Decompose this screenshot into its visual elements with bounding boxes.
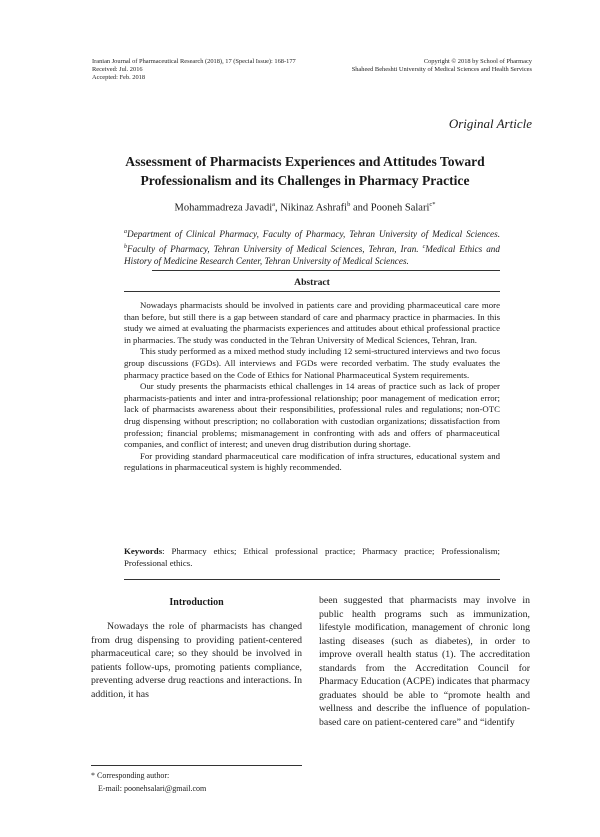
article-type: Original Article [448, 116, 532, 131]
abstract-paragraph: Our study presents the pharmacists ethical challenges in 14 areas of practice such as lack of proper pharmacists-patients and inter and intra-professional relationship; poor management of medication error; lack of pharmacists awareness about their responsibilities, professional rules and regulations; non-OTC drug dispensing without prescription; no collaboration with custodian organizations; dissatisfaction from profession; financial problems; mismanagement in confronting with ads and offers of pharmaceutical companies, and conflict of interest; and uneven drug distribution during shortage. [124, 381, 500, 450]
abstract-paragraph: This study performed as a mixed method study including 12 semi-structured interviews and two focus group discussions (FGDs). All interviews and FGDs were recorded verbatim. The study evaluates the pharmacy practice based on the Code of Ethics for National Pharmaceutical System requirements. [124, 346, 500, 380]
copyright-line: Copyright © 2018 by School of Pharmacy [423, 58, 532, 65]
author-separator: and [350, 202, 371, 214]
author-name: Mohammadreza Javadi [174, 202, 273, 214]
footnote-rule [91, 765, 302, 766]
abstract-bottom-rule [124, 579, 500, 580]
paper-title: Assessment of Pharmacists Experiences and Attitudes Toward Professionalism and its Challenges in Pharmacy Practice [125, 154, 485, 188]
university-line: Shaheed Beheshti University of Medical Sciences and Health Services [351, 66, 532, 73]
accepted-date: Accepted: Feb. 2018 [92, 74, 146, 81]
introduction-heading: Introduction [169, 597, 224, 608]
affiliation-text: Department of Clinical Pharmacy, Faculty of Pharmacy, Tehran University of Medical Sciences. [127, 229, 500, 240]
corresponding-author: * Corresponding author: [91, 771, 170, 780]
journal-citation: Iranian Journal of Pharmaceutical Research (2018), 17 (Special Issue): 168-177 [92, 58, 296, 65]
author-list [100, 201, 510, 214]
affiliation-text: Medical Ethics and History of Medicine Research Center, Tehran University of Medical Sciences. [124, 243, 500, 267]
author-name: Nikinaz Ashrafi [280, 202, 348, 214]
author-separator: , [275, 202, 281, 214]
abstract-heading-rule [124, 291, 500, 292]
abstract-body [124, 300, 500, 474]
abstract-top-rule [152, 270, 500, 271]
keywords [124, 546, 500, 569]
author-name: Pooneh Salari [370, 202, 430, 214]
right-column [319, 594, 530, 729]
affiliation-text: Faculty of Pharmacy, Tehran University of Medical Sciences, Tehran, Iran. [127, 243, 423, 254]
body-paragraph: Nowadays the role of pharmacists has changed from drug dispensing to providing patient-centered pharmaceutical care; so they should be involved in patients follow-ups, promoting patients compliance, preventing adverse drug reactions and interactions. In addition, it has [91, 621, 302, 700]
author-email: E-mail: poonehsalari@gmail.com [98, 784, 207, 793]
footnote [91, 769, 302, 795]
abstract-paragraph: For providing standard pharmaceutical care modification of infra structures, educational system and regulations in pharmaceutical system is highly recommended. [124, 450, 500, 473]
affil-mark: b [124, 243, 127, 250]
affiliations [124, 226, 500, 268]
author-affil-mark: c* [429, 201, 436, 208]
affil-mark: c [422, 243, 426, 250]
author-affil-mark: a [272, 201, 276, 208]
keywords-text: : Pharmacy ethics; Ethical professional practice; Pharmacy practice; Professionalism; Professional ethics. [124, 546, 500, 568]
received-date: Received: Jul. 2016 [92, 66, 143, 73]
left-column [91, 620, 302, 701]
body-paragraph: been suggested that pharmacists may involve in public health programs such as immunization, lifestyle modification, management of chronic long lasting diseases (such as diabetes), in order to improve overall health status (1). The accreditation standards from the Accreditation Council for Pharmacy Education (ACPE) indicates that pharmacy graduates should be able to “promote health and wellness and describe the influence of population-based care on patient-centered care” and “identify [319, 595, 530, 728]
copyright-header [292, 58, 532, 74]
abstract-heading: Abstract [294, 277, 330, 288]
abstract-paragraph: Nowadays pharmacists should be involved in patients care and providing pharmaceutical care more than before, but still there is a gap between standard of care and pharmacy practice in pharmacies. In this study we aimed at evaluating the pharmacists experiences and attitudes about ethical professional practice in pharmacies. The study was conducted in the Tehran University of Medical Sciences, Tehran, Iran. [124, 300, 500, 345]
keywords-label: Keywords [124, 546, 163, 556]
affil-mark: a [124, 229, 127, 235]
author-affil-mark: b [347, 201, 351, 208]
